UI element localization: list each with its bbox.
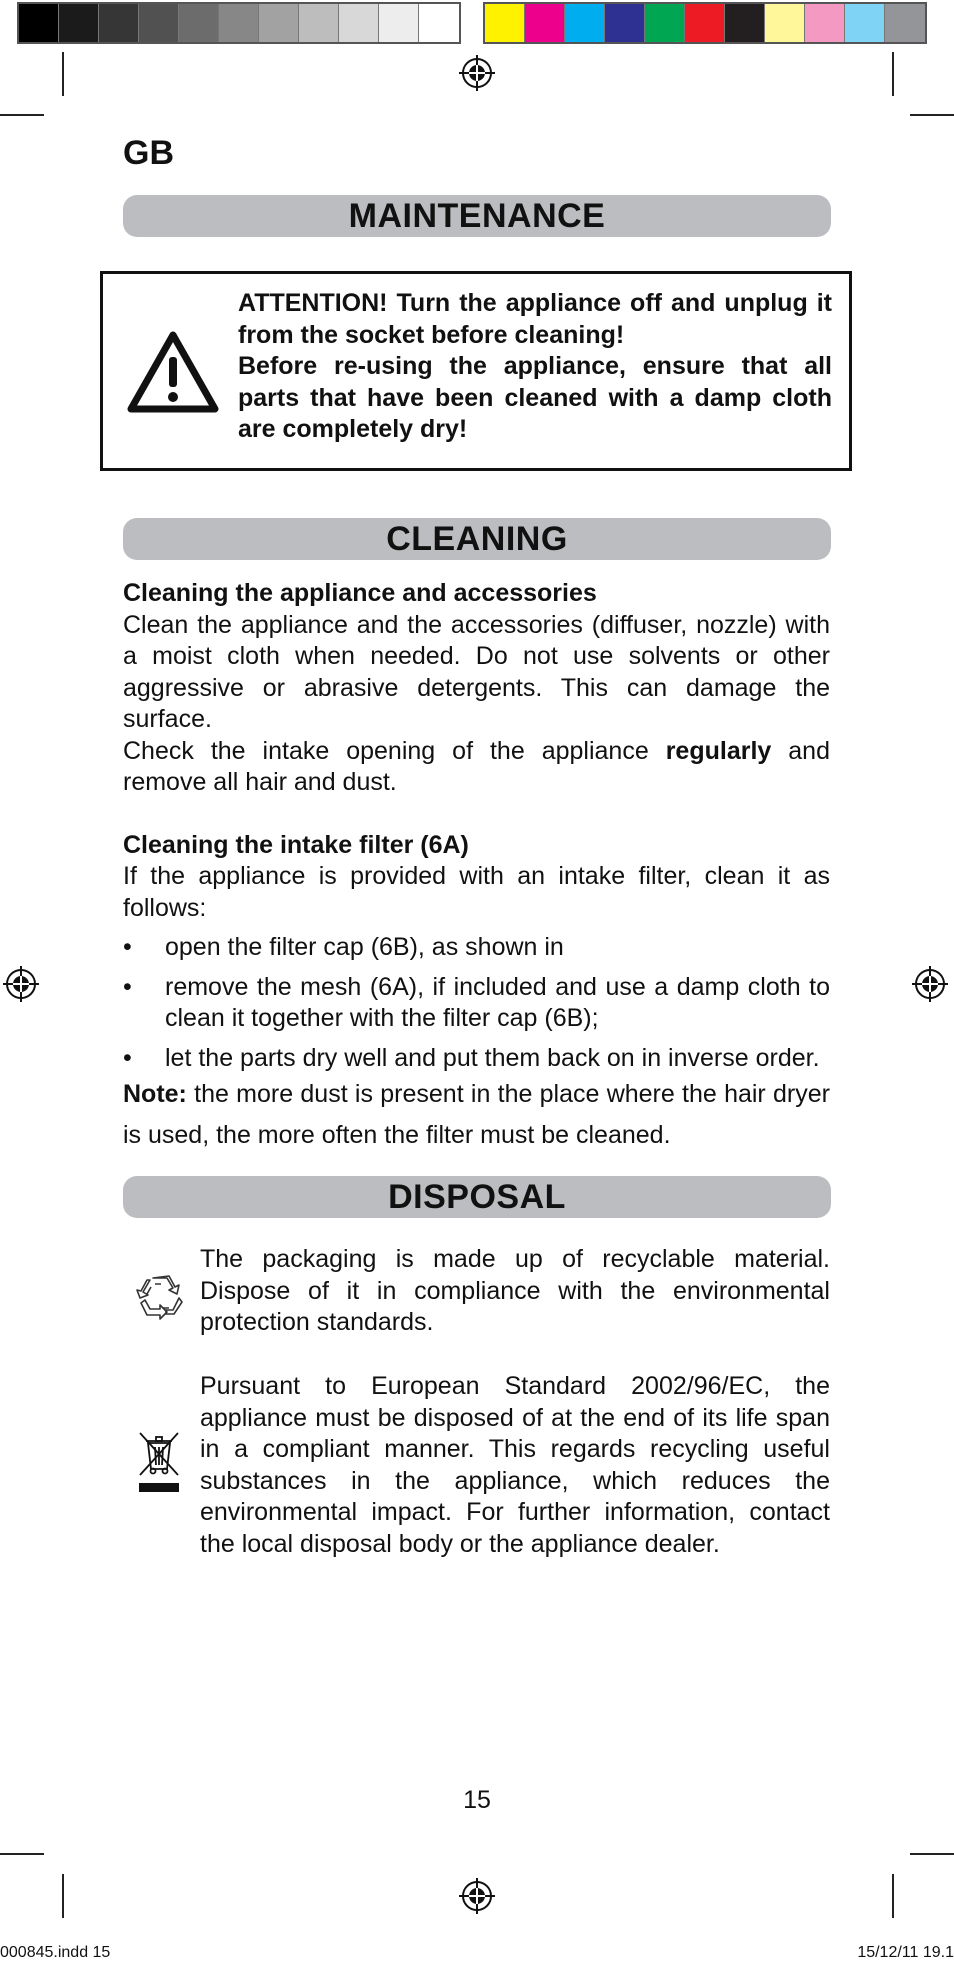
filter-steps-list bbox=[123, 932, 830, 1074]
note-text: the more dust is present in the place where the hair dryer is used, the more often the filter must be cleaned. bbox=[123, 1080, 830, 1149]
crop-mark bbox=[910, 1853, 954, 1855]
color-swatch bbox=[485, 4, 525, 42]
registration-mark-icon bbox=[912, 966, 948, 1002]
registration-mark-icon bbox=[459, 55, 495, 91]
list-item bbox=[123, 932, 830, 964]
bullet-icon: • bbox=[123, 972, 132, 1001]
crop-mark bbox=[0, 1853, 44, 1855]
packaging-text: The packaging is made up of recyclable material. Dispose of it in compliance with the environmental protection standards. bbox=[200, 1245, 830, 1336]
cleaning-appliance-paragraph: Clean the appliance and the accessories (diffuser, nozzle) with a moist cloth when needed. Do not use solvents or other aggressive or abrasive detergents. This can damage the surface. bbox=[123, 610, 830, 733]
attention-text bbox=[238, 288, 832, 446]
color-swatch bbox=[565, 4, 605, 42]
cleaning-appliance-subheading: Cleaning the appliance and accessories bbox=[123, 579, 597, 607]
gray-swatch bbox=[219, 4, 259, 42]
disposal-heading: DISPOSAL bbox=[123, 1176, 831, 1218]
note-label: Note: bbox=[123, 1080, 187, 1108]
list-item bbox=[123, 972, 830, 1035]
crop-mark bbox=[62, 52, 64, 96]
intake-check-text: Check the intake opening of the appliance bbox=[123, 736, 666, 765]
crop-mark bbox=[892, 52, 894, 96]
registration-mark-icon bbox=[459, 1878, 495, 1914]
intake-check-paragraph bbox=[123, 736, 830, 799]
gray-swatch bbox=[19, 4, 59, 42]
process-color-bar bbox=[483, 2, 927, 44]
color-swatch bbox=[765, 4, 805, 42]
crop-mark bbox=[910, 114, 954, 116]
cleaning-section bbox=[123, 578, 830, 1156]
footer-date-time: 15/12/11 19.1 bbox=[857, 1944, 954, 1961]
intake-check-emphasis: regularly bbox=[665, 736, 772, 765]
cleaning-heading: CLEANING bbox=[123, 518, 831, 560]
gray-swatch bbox=[139, 4, 179, 42]
step-text: remove the mesh (6A), if included and use a damp cloth to clean it together with the filter cap (6B); bbox=[165, 972, 830, 1032]
gray-swatch bbox=[99, 4, 139, 42]
gray-color-bar bbox=[17, 2, 461, 44]
color-swatch bbox=[805, 4, 845, 42]
intake-check-text-end: and remove all hair and dust. bbox=[123, 736, 830, 796]
intake-filter-subheading: Cleaning the intake filter (6A) bbox=[123, 830, 469, 859]
list-item bbox=[123, 1043, 830, 1075]
recycle-icon bbox=[133, 1270, 187, 1324]
crop-mark bbox=[0, 114, 44, 116]
registration-mark-icon bbox=[3, 966, 39, 1002]
gray-swatch bbox=[259, 4, 299, 42]
step-text: open the filter cap (6B), as shown in bbox=[165, 933, 564, 961]
intake-filter-intro: If the appliance is provided with an intake filter, clean it as follows: bbox=[123, 862, 830, 922]
attention-line-2: Before re-using the appliance, ensure that all parts that have been cleaned with a damp cloth are completely dry! bbox=[238, 352, 832, 443]
bullet-icon: • bbox=[123, 933, 132, 961]
step-text: let the parts dry well and put them back on in inverse order. bbox=[165, 1043, 820, 1072]
filter-note bbox=[123, 1074, 830, 1156]
gray-swatch bbox=[339, 4, 379, 42]
color-swatch bbox=[885, 4, 925, 42]
page-number: 15 bbox=[463, 1786, 491, 1814]
language-code: GB bbox=[123, 134, 174, 172]
gray-swatch bbox=[59, 4, 99, 42]
footer-file-name: 000845.indd 15 bbox=[0, 1944, 111, 1961]
color-swatch bbox=[725, 4, 765, 42]
crossed-bin-icon bbox=[137, 1429, 181, 1493]
bullet-icon: • bbox=[123, 1043, 132, 1072]
crop-mark bbox=[892, 1874, 894, 1918]
color-swatch bbox=[525, 4, 565, 42]
color-swatch bbox=[645, 4, 685, 42]
gray-swatch bbox=[179, 4, 219, 42]
color-swatch bbox=[605, 4, 645, 42]
attention-line-1: ATTENTION! Turn the appliance off and unplug it from the socket before cleaning! bbox=[238, 289, 832, 349]
gray-swatch bbox=[379, 4, 419, 42]
color-swatch bbox=[685, 4, 725, 42]
maintenance-heading: MAINTENANCE bbox=[123, 195, 831, 237]
crop-mark bbox=[62, 1874, 64, 1918]
gray-swatch bbox=[419, 4, 459, 42]
gray-swatch bbox=[299, 4, 339, 42]
color-swatch bbox=[845, 4, 885, 42]
warning-triangle-icon bbox=[125, 329, 221, 415]
weee-text: Pursuant to European Standard 2002/96/EC, the appliance must be disposed of at the end of its life span in a compliant manner. This regards recycling useful substances in the appliance, which reduces the environmental impact. For further information, contact the local disposal body or the appliance dealer. bbox=[200, 1372, 830, 1558]
attention-box bbox=[100, 271, 852, 471]
